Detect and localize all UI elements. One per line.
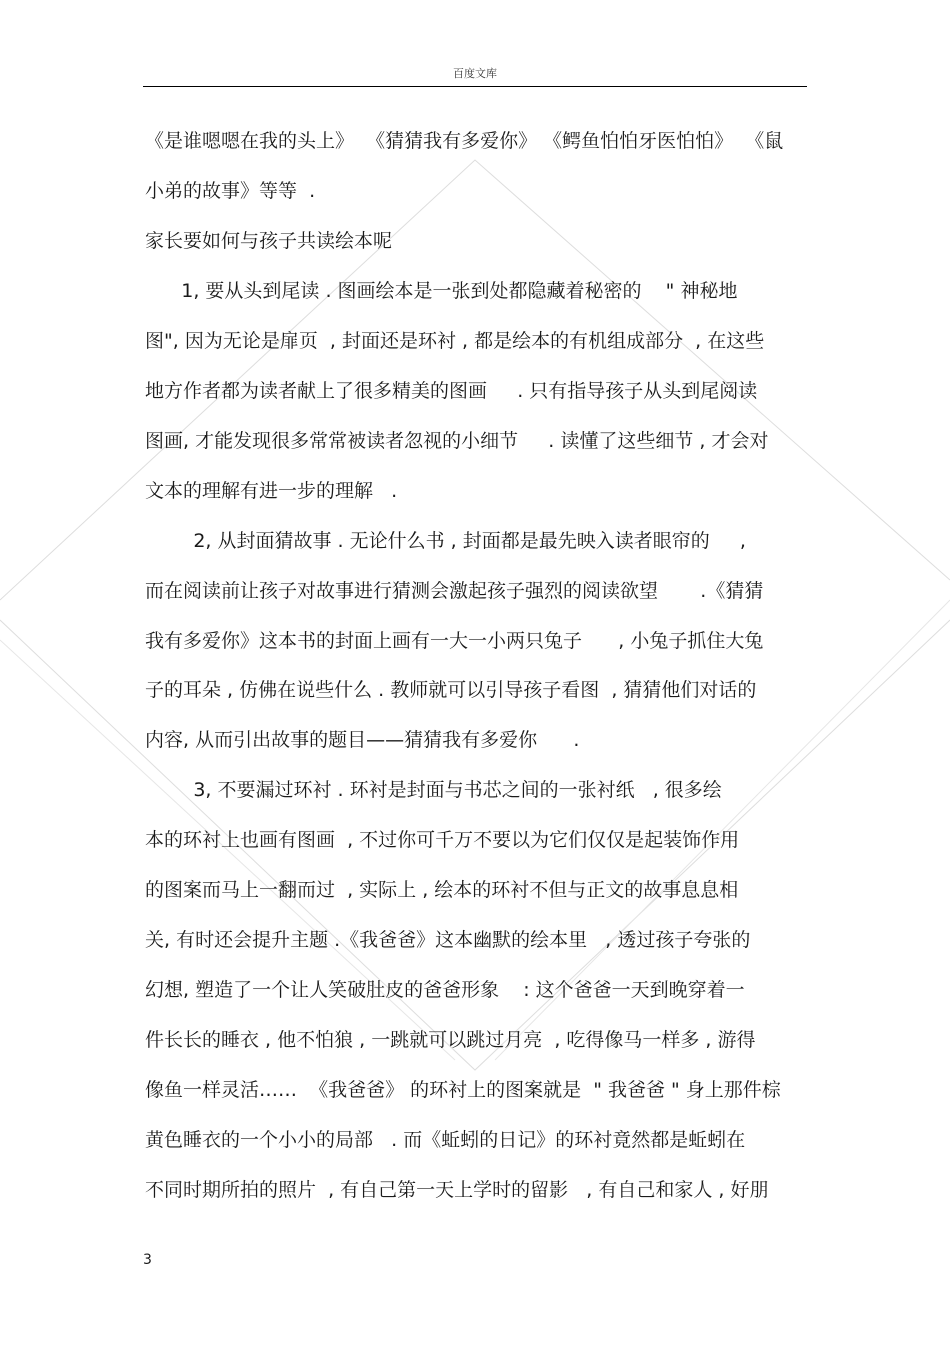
page-number: 3 <box>143 1252 152 1268</box>
text-line: 家长要如何与孩子共读绘本呢 <box>145 229 393 252</box>
text-line: 而在阅读前让孩子对故事进行猜测会激起孩子强烈的阅读欲望 .《猜猜 <box>145 579 764 602</box>
text-line: 本的环衬上也画有图画 , 不过你可千万不要以为它们仅仅是起装饰作用 <box>145 829 740 852</box>
text-line: 关, 有时还会提升主题 .《我爸爸》这本幽默的绘本里 , 透过孩子夸张的 <box>145 929 751 952</box>
text-line: 《是谁嗯嗯在我的头上》 《猜猜我有多爱你》 《鳄鱼怕怕牙医怕怕》 《鼠 <box>145 130 784 152</box>
text-line: 文本的理解有进一步的理解 . <box>145 479 398 502</box>
header-title: 百度文库 <box>453 67 497 80</box>
text-line: 幻想, 塑造了一个让人笑破肚皮的爸爸形象 : 这个爸爸一天到晚穿着一 <box>145 979 745 1002</box>
text-line: 黄色睡衣的一个小小的局部 . 而《蚯蚓的日记》的环衬竟然都是蚯蚓在 <box>145 1129 746 1151</box>
page-header <box>143 66 807 87</box>
text-line: 像鱼一样灵活…… 《我爸爸》 的环衬上的图案就是 " 我爸爸 " 身上那件棕 <box>145 1079 781 1102</box>
text-line: 地方作者都为读者献上了很多精美的图画 . 只有指导孩子从头到尾阅读 <box>145 379 758 402</box>
text-line: 子的耳朵 , 仿佛在说些什么 . 教师就可以引导孩子看图 , 猜猜他们对话的 <box>145 679 757 702</box>
text-line: 内容, 从而引出故事的题目——猜猜我有多爱你 . <box>145 729 580 752</box>
text-line: 小弟的故事》等等 . <box>145 179 316 202</box>
text-line: 1, 要从头到尾读 . 图画绘本是一张到处都隐藏着秘密的 " 神秘地 <box>145 279 738 302</box>
text-line: 件长长的睡衣 , 他不怕狼 , 一跳就可以跳过月亮 , 吃得像马一样多 , 游得 <box>145 1029 756 1052</box>
text-line: 图画, 才能发现很多常常被读者忽视的小细节 . 读懂了这些细节 , 才会对 <box>145 429 769 452</box>
text-line: 不同时期所拍的照片 , 有自己第一天上学时的留影 , 有自己和家人 , 好朋 <box>145 1178 769 1201</box>
text-line: 3, 不要漏过环衬 . 环衬是封面与书芯之间的一张衬纸 , 很多绘 <box>145 779 722 802</box>
text-line: 图", 因为无论是扉页 , 封面还是环衬 , 都是绘本的有机组成部分 , 在这些 <box>145 329 765 352</box>
text-line: 的图案而马上一翻而过 , 实际上 , 绘本的环衬不但与正文的故事息息相 <box>145 879 739 902</box>
text-line: 我有多爱你》这本书的封面上画有一大一小两只兔子 , 小兔子抓住大兔 <box>145 629 764 652</box>
text-line: 2, 从封面猜故事 . 无论什么书 , 封面都是最先映入读者眼帘的 , <box>145 529 746 552</box>
